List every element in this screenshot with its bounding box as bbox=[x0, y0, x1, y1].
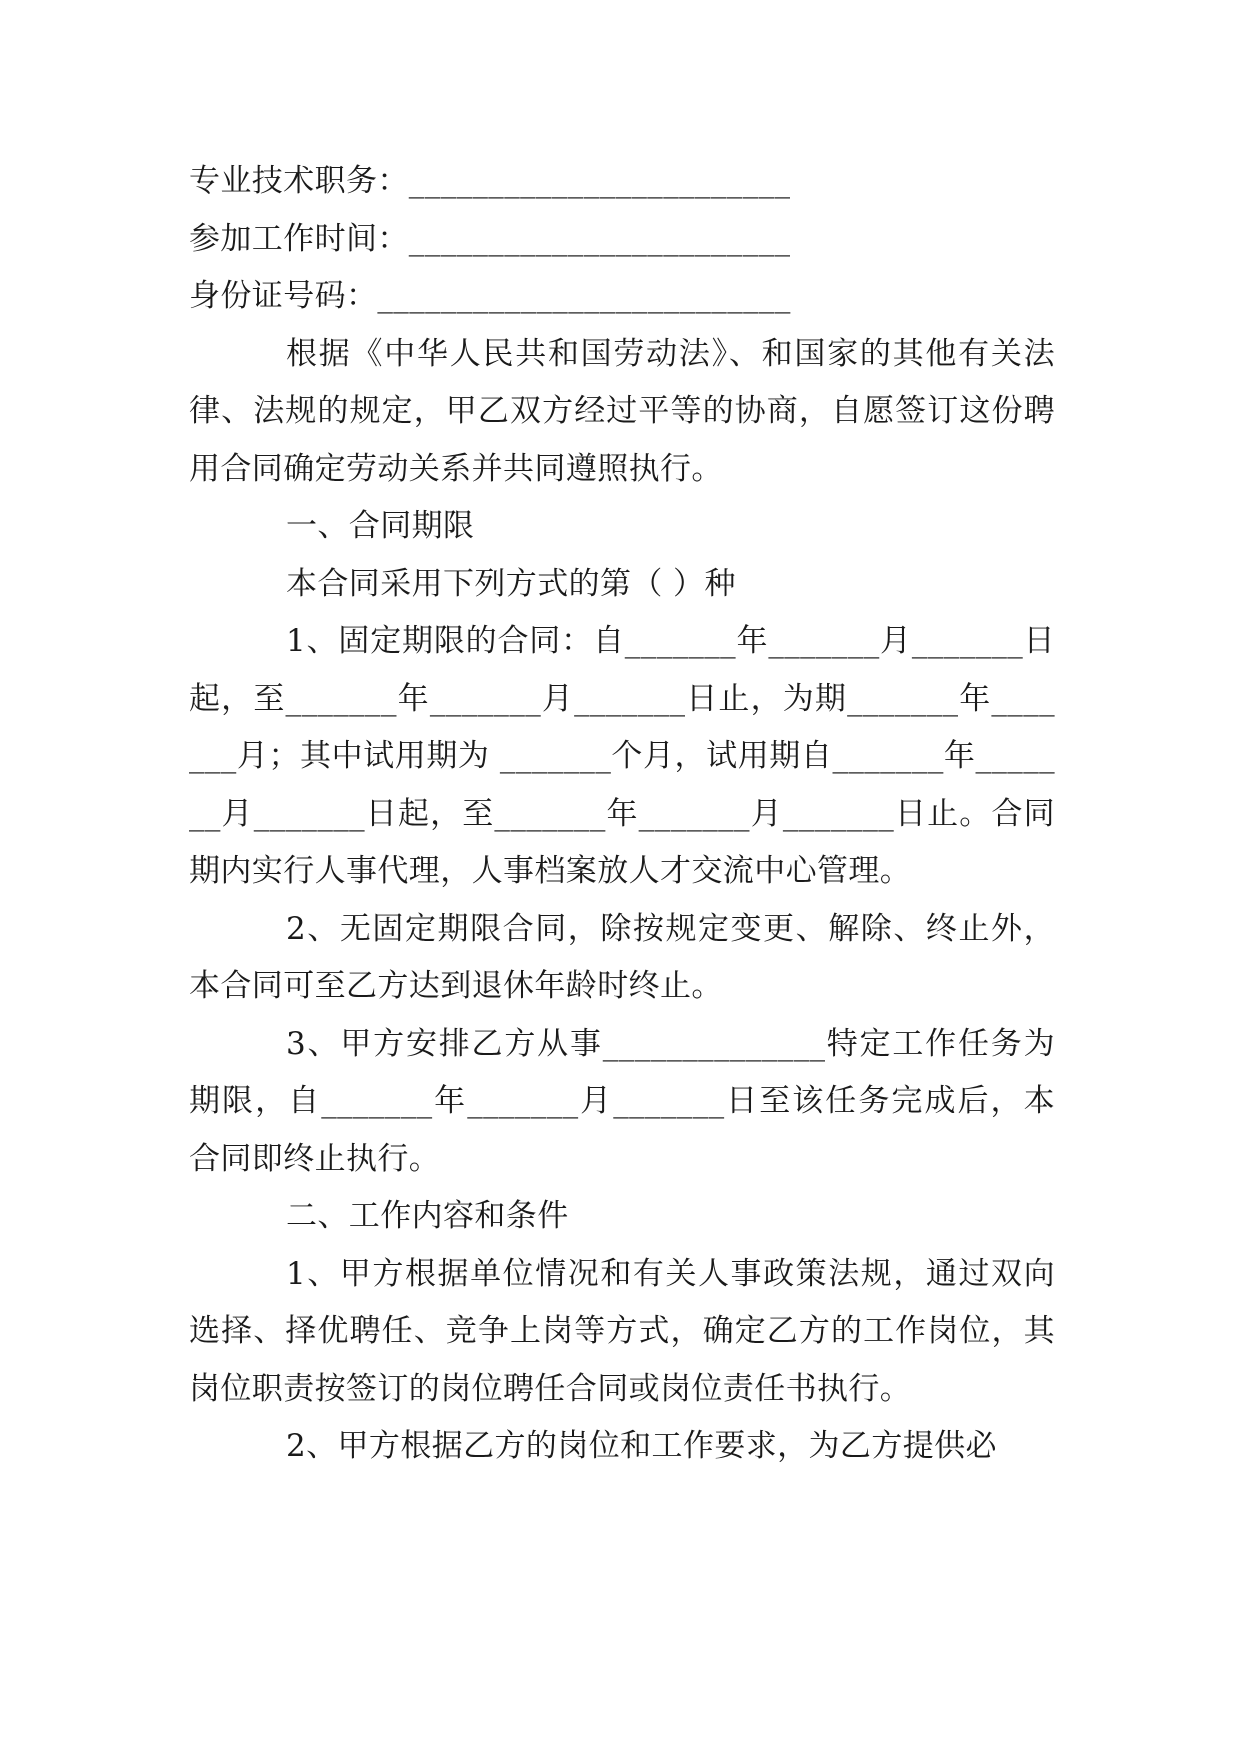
paragraph-job-assignment: 1、甲方根据单位情况和有关人事政策法规，通过双向选择、择优聘任、竞争上岗等方式，确定乙方的工作岗位，其岗位职责按签订的岗位聘任合同或岗位责任书执行。 bbox=[189, 1255, 1055, 1407]
paragraph-open-term: 2、无固定期限合同，除按规定变更、解除、终止外，本合同可至乙方达到退休年龄时终止。 bbox=[189, 910, 1055, 1004]
section-heading-contract-term: 一、合同期限 bbox=[286, 508, 475, 544]
field-work-start-date: 参加工作时间：________________________ bbox=[189, 220, 791, 257]
field-professional-title: 专业技术职务：________________________ bbox=[189, 163, 791, 199]
paragraph-term-choice: 本合同采用下列方式的第（ ）种 bbox=[286, 565, 736, 602]
paragraph-fixed-term: 1、固定期限的合同：自_______年_______月_______日起，至_______年_______月_______日止，为期_______年_______月；其中试用期为 _______个月，试用期自_______年_______月_______日起，至_______年_______月_______日止。合同期内实行人事代理，人事档案放人才交流中心管理。 bbox=[189, 623, 1055, 889]
paragraph-task-term: 3、甲方安排乙方从事______________特定工作任务为期限，自_______年_______月_______日至该任务完成后，本合同即终止执行。 bbox=[189, 1025, 1055, 1177]
paragraph-preamble: 根据《中华人民共和国劳动法》、和国家的其他有关法律、法规的规定，甲乙双方经过平等的协商，自愿签订这份聘用合同确定劳动关系并共同遵照执行。 bbox=[189, 335, 1055, 487]
contract-body bbox=[189, 153, 1055, 1476]
paragraph-work-conditions: 2、甲方根据乙方的岗位和工作要求，为乙方提供必 bbox=[286, 1428, 997, 1464]
field-id-number: 身份证号码：__________________________ bbox=[189, 278, 791, 314]
section-heading-work-content: 二、工作内容和条件 bbox=[286, 1198, 569, 1234]
